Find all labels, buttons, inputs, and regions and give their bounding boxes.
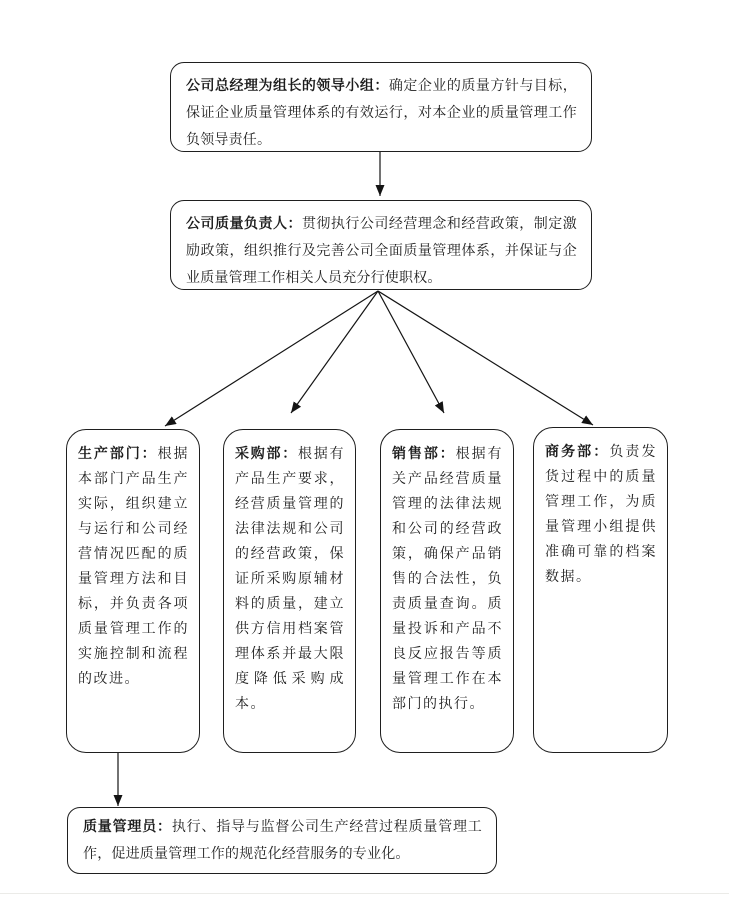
node-commerce-dept-title: 商务部： [545, 445, 610, 460]
arrow-quality-head-to-sales [378, 291, 444, 413]
node-leadership-group [170, 62, 592, 152]
node-production-dept [66, 429, 200, 753]
node-sales-dept-body: 根据有关产品经营质量管理的法律法规和公司的经营政策，确保产品销售的合法性，负责质量查询。质量投诉和产品不良反应报告等质量管理工作在本部门的执行。 [392, 447, 504, 712]
node-quality-head-body: 贯彻执行公司经营理念和经营政策，制定激励政策，组织推行及完善公司全面质量管理体系，并保证与企业质量管理工作相关人员充分行使职权。 [186, 217, 577, 286]
node-production-dept-body: 根据本部门产品生产实际，组织建立与运行和公司经营情况匹配的质量管理方法和目标，并负责各项质量管理工作的实施控制和流程的改进。 [78, 447, 190, 687]
arrow-quality-head-to-commerce [378, 291, 593, 425]
node-quality-admin [67, 807, 497, 874]
node-quality-admin-title: 质量管理员： [83, 820, 172, 835]
node-purchasing-dept-body: 根据有产品生产要求，经营质量管理的法律法规和公司的经营政策，保证所采购原辅材料的质量，建立供方信用档案管理体系并最大限度降低采购成本。 [235, 447, 345, 712]
page-bottom-edge-line [0, 893, 729, 894]
node-purchasing-dept [223, 429, 356, 753]
node-sales-dept [380, 429, 514, 753]
node-commerce-dept [533, 427, 668, 753]
node-leadership-group-title: 公司总经理为组长的领导小组： [186, 79, 389, 94]
arrow-quality-head-to-purchasing [291, 291, 378, 413]
node-quality-head-title: 公司质量负责人： [186, 217, 302, 232]
node-quality-admin-body: 执行、指导与监督公司生产经营过程质量管理工作，促进质量管理工作的规范化经营服务的专业化。 [83, 820, 483, 862]
node-quality-head [170, 200, 592, 290]
node-purchasing-dept-title: 采购部： [235, 447, 298, 462]
arrow-quality-head-to-production [165, 291, 378, 426]
node-commerce-dept-body: 负责发货过程中的质量管理工作，为质量管理小组提供准确可靠的档案数据。 [545, 445, 658, 585]
node-production-dept-title: 生产部门： [78, 447, 158, 462]
node-leadership-group-body: 确定企业的质量方针与目标，保证企业质量管理体系的有效运行，对本企业的质量管理工作负领导责任。 [186, 79, 577, 148]
node-sales-dept-title: 销售部： [392, 447, 456, 462]
